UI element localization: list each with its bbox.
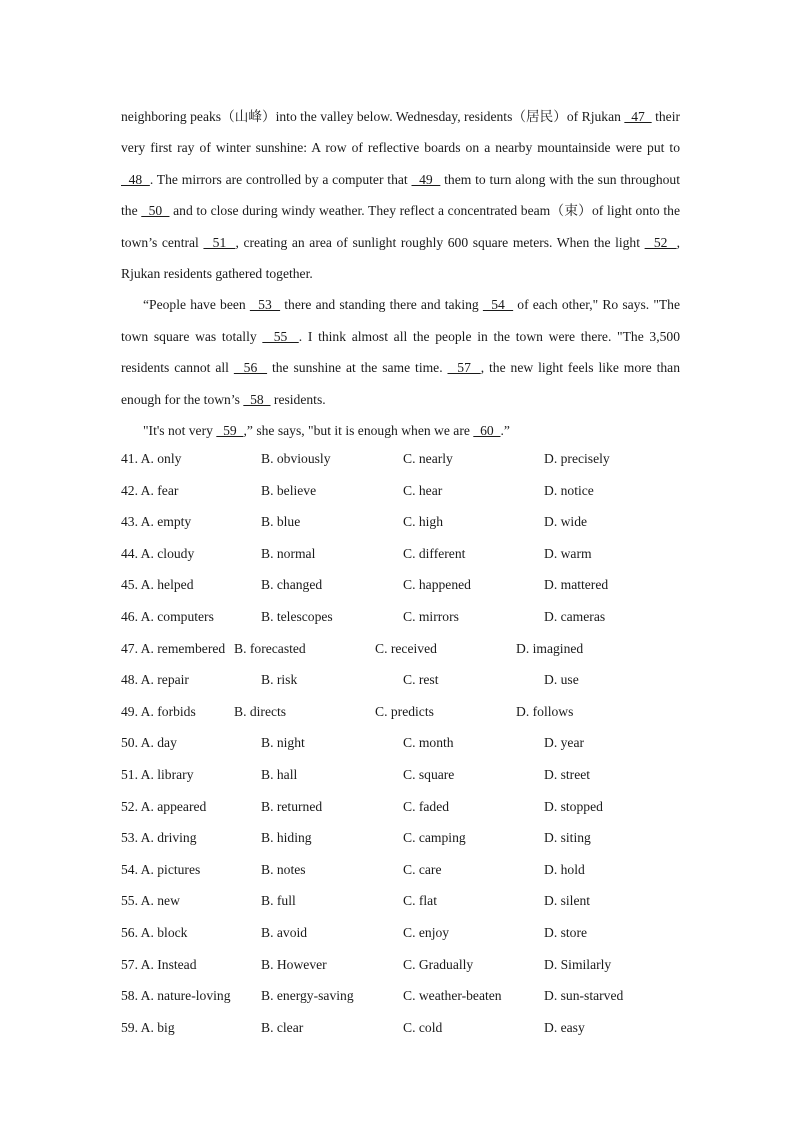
option-c[interactable]: C. happened: [403, 577, 471, 593]
option-row: [121, 727, 681, 759]
passage-text: "It's not very: [143, 423, 217, 439]
option-a[interactable]: 44. A. cloudy: [121, 545, 195, 561]
option-d[interactable]: D. Similarly: [544, 956, 612, 972]
option-c[interactable]: C. hear: [403, 482, 443, 498]
passage-paragraph-2: [121, 289, 680, 415]
answer-blank[interactable]: 54: [482, 297, 514, 313]
option-b[interactable]: B. telescopes: [261, 608, 333, 624]
answer-options: [121, 443, 681, 1043]
option-row: [121, 822, 681, 854]
option-b[interactable]: B. risk: [261, 672, 298, 688]
option-b[interactable]: B. blue: [261, 514, 301, 530]
option-row: [121, 696, 681, 728]
passage-text: . I think almost all the people in the town were there. "The 3,500 residents cannot all: [121, 328, 681, 376]
option-d[interactable]: D. follows: [516, 703, 574, 719]
passage-text: and to close during windy weather. They reflect a concentrated beam（束）of light onto the town’s central: [121, 203, 680, 250]
option-c[interactable]: C. enjoy: [403, 924, 450, 940]
option-c[interactable]: C. nearly: [403, 451, 453, 466]
option-row: [121, 854, 681, 886]
option-b[interactable]: B. avoid: [261, 924, 308, 940]
option-c[interactable]: C. Gradually: [403, 956, 474, 972]
passage-paragraph-3: [121, 415, 680, 446]
option-row: [121, 949, 681, 981]
option-row: [121, 759, 681, 791]
answer-blank[interactable]: 49: [411, 171, 441, 187]
option-a[interactable]: 47. A. remembered: [121, 640, 226, 656]
answer-blank[interactable]: 56: [233, 360, 268, 376]
option-row: [121, 443, 681, 475]
answer-blank[interactable]: 60: [473, 423, 501, 439]
passage-text: there and standing there and taking: [280, 297, 483, 313]
option-b[interactable]: B. hall: [261, 766, 298, 782]
option-c[interactable]: C. flat: [403, 893, 437, 909]
passage-text: “People have been: [143, 297, 250, 313]
answer-blank[interactable]: 48: [121, 171, 150, 187]
answer-blank[interactable]: 59: [216, 423, 244, 439]
option-c[interactable]: C. faded: [403, 798, 450, 814]
answer-blank[interactable]: 57: [447, 360, 481, 376]
option-d[interactable]: D. stopped: [544, 798, 603, 814]
answer-blank[interactable]: 50: [141, 203, 170, 219]
option-a[interactable]: 58. A. nature-loving: [121, 988, 231, 1004]
option-a[interactable]: 46. A. computers: [121, 608, 214, 624]
option-b[interactable]: B. changed: [261, 577, 323, 593]
option-b[interactable]: B. forecasted: [234, 640, 306, 656]
passage-text: residents.: [270, 391, 326, 407]
option-a[interactable]: 56. A. block: [121, 924, 188, 940]
passage-text: , Rjukan residents gathered together.: [121, 234, 681, 282]
option-c[interactable]: C. mirrors: [403, 608, 459, 624]
option-b[interactable]: B. full: [261, 893, 296, 909]
option-a[interactable]: 48. A. repair: [121, 672, 189, 688]
option-b[interactable]: B. However: [261, 956, 327, 972]
option-row: [121, 633, 681, 665]
answer-blank[interactable]: 47: [624, 109, 652, 124]
option-row: [121, 664, 681, 696]
option-row: [121, 917, 681, 949]
option-row: [121, 506, 681, 538]
passage-text: of each other," Ro says. "The town square was totally: [121, 297, 681, 344]
passage-text: , the new light feels like more than enough for the town’s: [121, 360, 681, 407]
option-b[interactable]: B. clear: [261, 1019, 304, 1035]
option-d[interactable]: D. easy: [544, 1019, 585, 1035]
option-row: [121, 475, 681, 507]
option-d[interactable]: D. notice: [544, 482, 594, 498]
cloze-passage: [121, 101, 680, 446]
option-row: [121, 791, 681, 823]
option-d[interactable]: D. street: [544, 766, 591, 782]
option-a[interactable]: 50. A. day: [121, 735, 177, 751]
option-row: [121, 538, 681, 570]
option-c[interactable]: C. received: [375, 640, 437, 656]
option-d[interactable]: D. siting: [544, 830, 591, 846]
option-c[interactable]: C. month: [403, 735, 454, 751]
passage-text: them to turn along with the sun throughout the: [121, 171, 681, 219]
option-a[interactable]: 41. A. only: [121, 451, 182, 466]
option-d[interactable]: D. store: [544, 924, 588, 940]
option-b[interactable]: B. night: [261, 735, 305, 751]
passage-text: ,” she says, "but it is enough when we are: [243, 423, 474, 439]
option-c[interactable]: C. different: [403, 545, 466, 561]
option-d[interactable]: D. hold: [544, 861, 585, 877]
option-b[interactable]: B. notes: [261, 861, 306, 877]
passage-text: .”: [500, 423, 510, 439]
passage-text: their very first ray of winter sunshine: A row of reflective boards on a nearby mountainside were put to: [121, 109, 680, 156]
option-d[interactable]: D. imagined: [516, 640, 584, 656]
option-row: [121, 569, 681, 601]
option-d[interactable]: D. wide: [544, 514, 588, 530]
option-a[interactable]: 43. A. empty: [121, 514, 192, 530]
option-d[interactable]: D. use: [544, 672, 579, 688]
option-d[interactable]: D. cameras: [544, 608, 606, 624]
option-d[interactable]: D. precisely: [544, 451, 610, 466]
answer-blank[interactable]: 58: [243, 391, 271, 407]
option-a[interactable]: 57. A. Instead: [121, 956, 197, 972]
option-d[interactable]: D. silent: [544, 893, 591, 909]
answer-blank[interactable]: 51: [203, 234, 236, 250]
passage-text: . The mirrors are controlled by a computer that: [149, 171, 412, 187]
option-a[interactable]: 59. A. big: [121, 1019, 175, 1035]
option-c[interactable]: C. square: [403, 766, 455, 782]
option-a[interactable]: 53. A. driving: [121, 830, 197, 846]
option-b[interactable]: B. energy-saving: [261, 988, 354, 1004]
option-c[interactable]: C. predicts: [375, 703, 434, 719]
passage-text: neighboring peaks（山峰）into the valley below. Wednesday, residents（居民）of Rjukan: [121, 109, 625, 124]
option-a[interactable]: 49. A. forbids: [121, 703, 196, 719]
option-row: [121, 1012, 681, 1044]
option-c[interactable]: C. weather-beaten: [403, 988, 502, 1004]
option-b[interactable]: B. directs: [234, 703, 287, 719]
option-d[interactable]: D. year: [544, 735, 585, 751]
passage-paragraph-1: [121, 101, 680, 289]
option-a[interactable]: 52. A. appeared: [121, 798, 207, 814]
option-b[interactable]: B. returned: [261, 798, 323, 814]
passage-text: , creating an area of sunlight roughly 600 square meters. When the light: [235, 234, 645, 250]
option-d[interactable]: D. mattered: [544, 577, 609, 593]
option-c[interactable]: C. cold: [403, 1019, 443, 1035]
option-a[interactable]: 54. A. pictures: [121, 861, 201, 877]
option-c[interactable]: C. care: [403, 861, 442, 877]
option-a[interactable]: 42. A. fear: [121, 482, 179, 498]
answer-blank[interactable]: 53: [249, 297, 281, 313]
option-a[interactable]: 55. A. new: [121, 893, 180, 909]
answer-blank[interactable]: 52: [644, 234, 677, 250]
answer-blank[interactable]: 55: [262, 328, 299, 344]
option-c[interactable]: C. rest: [403, 672, 439, 688]
option-a[interactable]: 51. A. library: [121, 766, 194, 782]
option-a[interactable]: 45. A. helped: [121, 577, 194, 593]
option-b[interactable]: B. hiding: [261, 830, 312, 846]
option-b[interactable]: B. normal: [261, 545, 316, 561]
option-c[interactable]: C. high: [403, 514, 444, 530]
option-b[interactable]: B. obviously: [261, 451, 331, 466]
option-d[interactable]: D. warm: [544, 545, 592, 561]
option-row: [121, 980, 681, 1012]
option-c[interactable]: C. camping: [403, 830, 466, 846]
option-d[interactable]: D. sun-starved: [544, 988, 624, 1004]
option-row: [121, 601, 681, 633]
option-row: [121, 885, 681, 917]
option-b[interactable]: B. believe: [261, 482, 317, 498]
passage-text: the sunshine at the same time.: [267, 360, 448, 376]
